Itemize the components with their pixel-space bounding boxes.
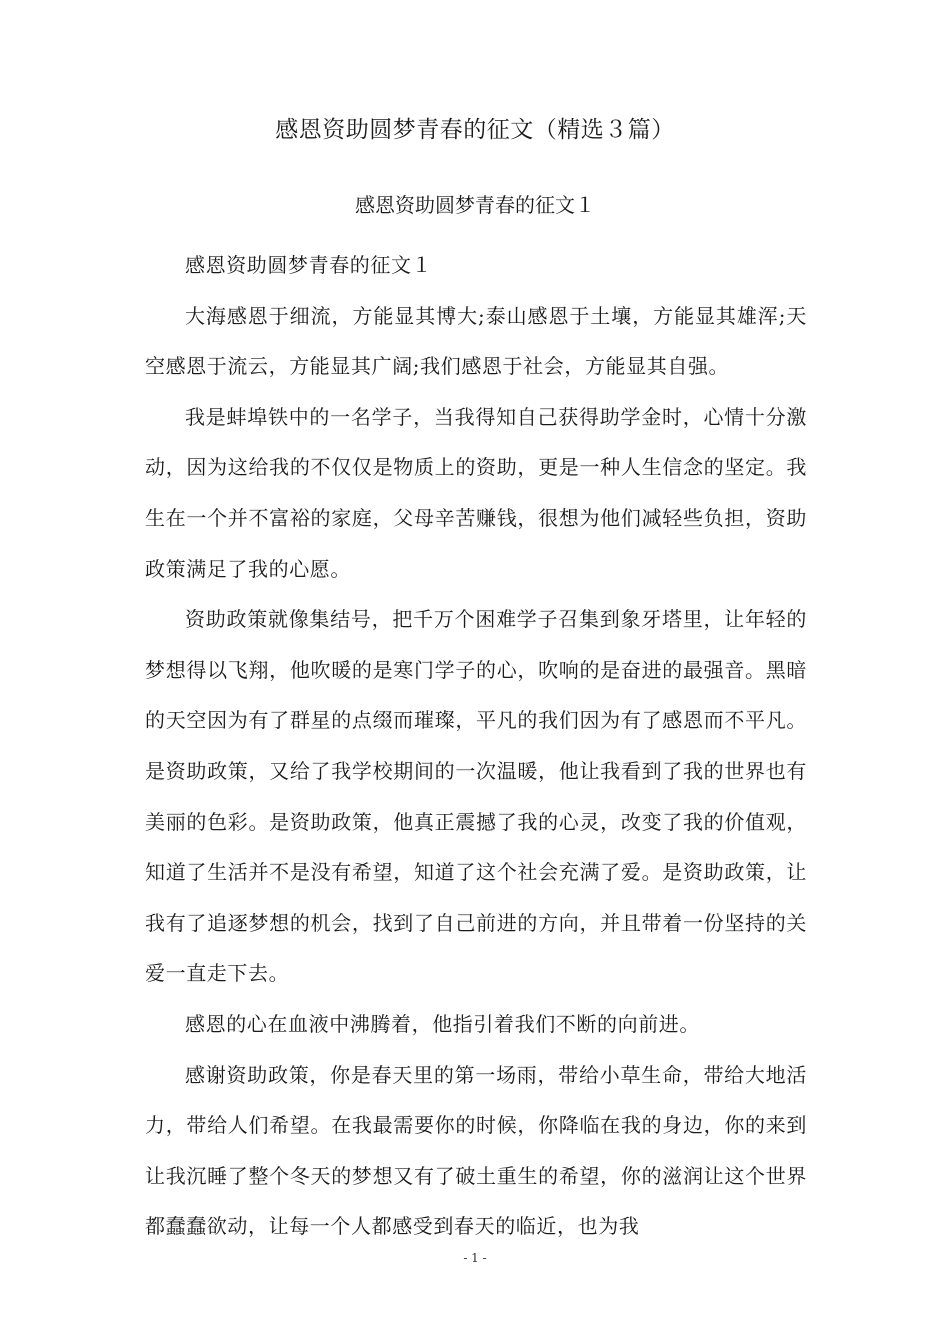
paragraph: 我是蚌埠铁中的一名学子，当我得知自己获得助学金时，心情十分激动，因为这给我的不仅仅是物质上的资助，更是一种人生信念的坚定。我生在一个并不富裕的家庭，父母辛苦赚钱，很想为他们减轻些负担，资助政策满足了我的心愿。 [145, 404, 807, 581]
paragraph-subheading: 感恩资助圆梦青春的征文１ [185, 253, 433, 277]
section-title: 感恩资助圆梦青春的征文１ [355, 193, 595, 217]
page-number: - 1 - [463, 1251, 487, 1265]
paragraph: 大海感恩于细流，方能显其博大;泰山感恩于土壤，方能显其雄浑;天空感恩于流云，方能显其广阔;我们感恩于社会，方能显其自强。 [145, 303, 807, 379]
paragraph: 资助政策就像集结号，把千万个困难学子召集到象牙塔里，让年轻的梦想得以飞翔，他吹暖的是寒门学子的心，吹响的是奋进的最强音。黑暗的天空因为有了群星的点缀而璀璨，平凡的我们因为有了感恩而不平凡。是资助政策，又给了我学校期间的一次温暖，他让我看到了我的世界也有美丽的色彩。是资助政策，他真正震撼了我的心灵，改变了我的价值观，知道了生活并不是没有希望，知道了这个社会充满了爱。是资助政策，让我有了追逐梦想的机会，找到了自己前进的方向，并且带着一份坚持的关爱一直走下去。 [145, 607, 807, 986]
document-body [145, 240, 807, 1252]
document-title: 感恩资助圆梦青春的征文（精选３篇） [275, 117, 675, 143]
paragraph: 感恩的心在血液中沸腾着，他指引着我们不断的向前进。 [185, 1011, 700, 1036]
paragraph: 感谢资助政策，你是春天里的第一场雨，带给小草生命，带给大地活力，带给人们希望。在我最需要你的时候，你降临在我的身边，你的来到让我沉睡了整个冬天的梦想又有了破土重生的希望，你的滋润让这个世界都蠢蠢欲动，让每一个人都感受到春天的临近，也为我 [145, 1062, 807, 1239]
